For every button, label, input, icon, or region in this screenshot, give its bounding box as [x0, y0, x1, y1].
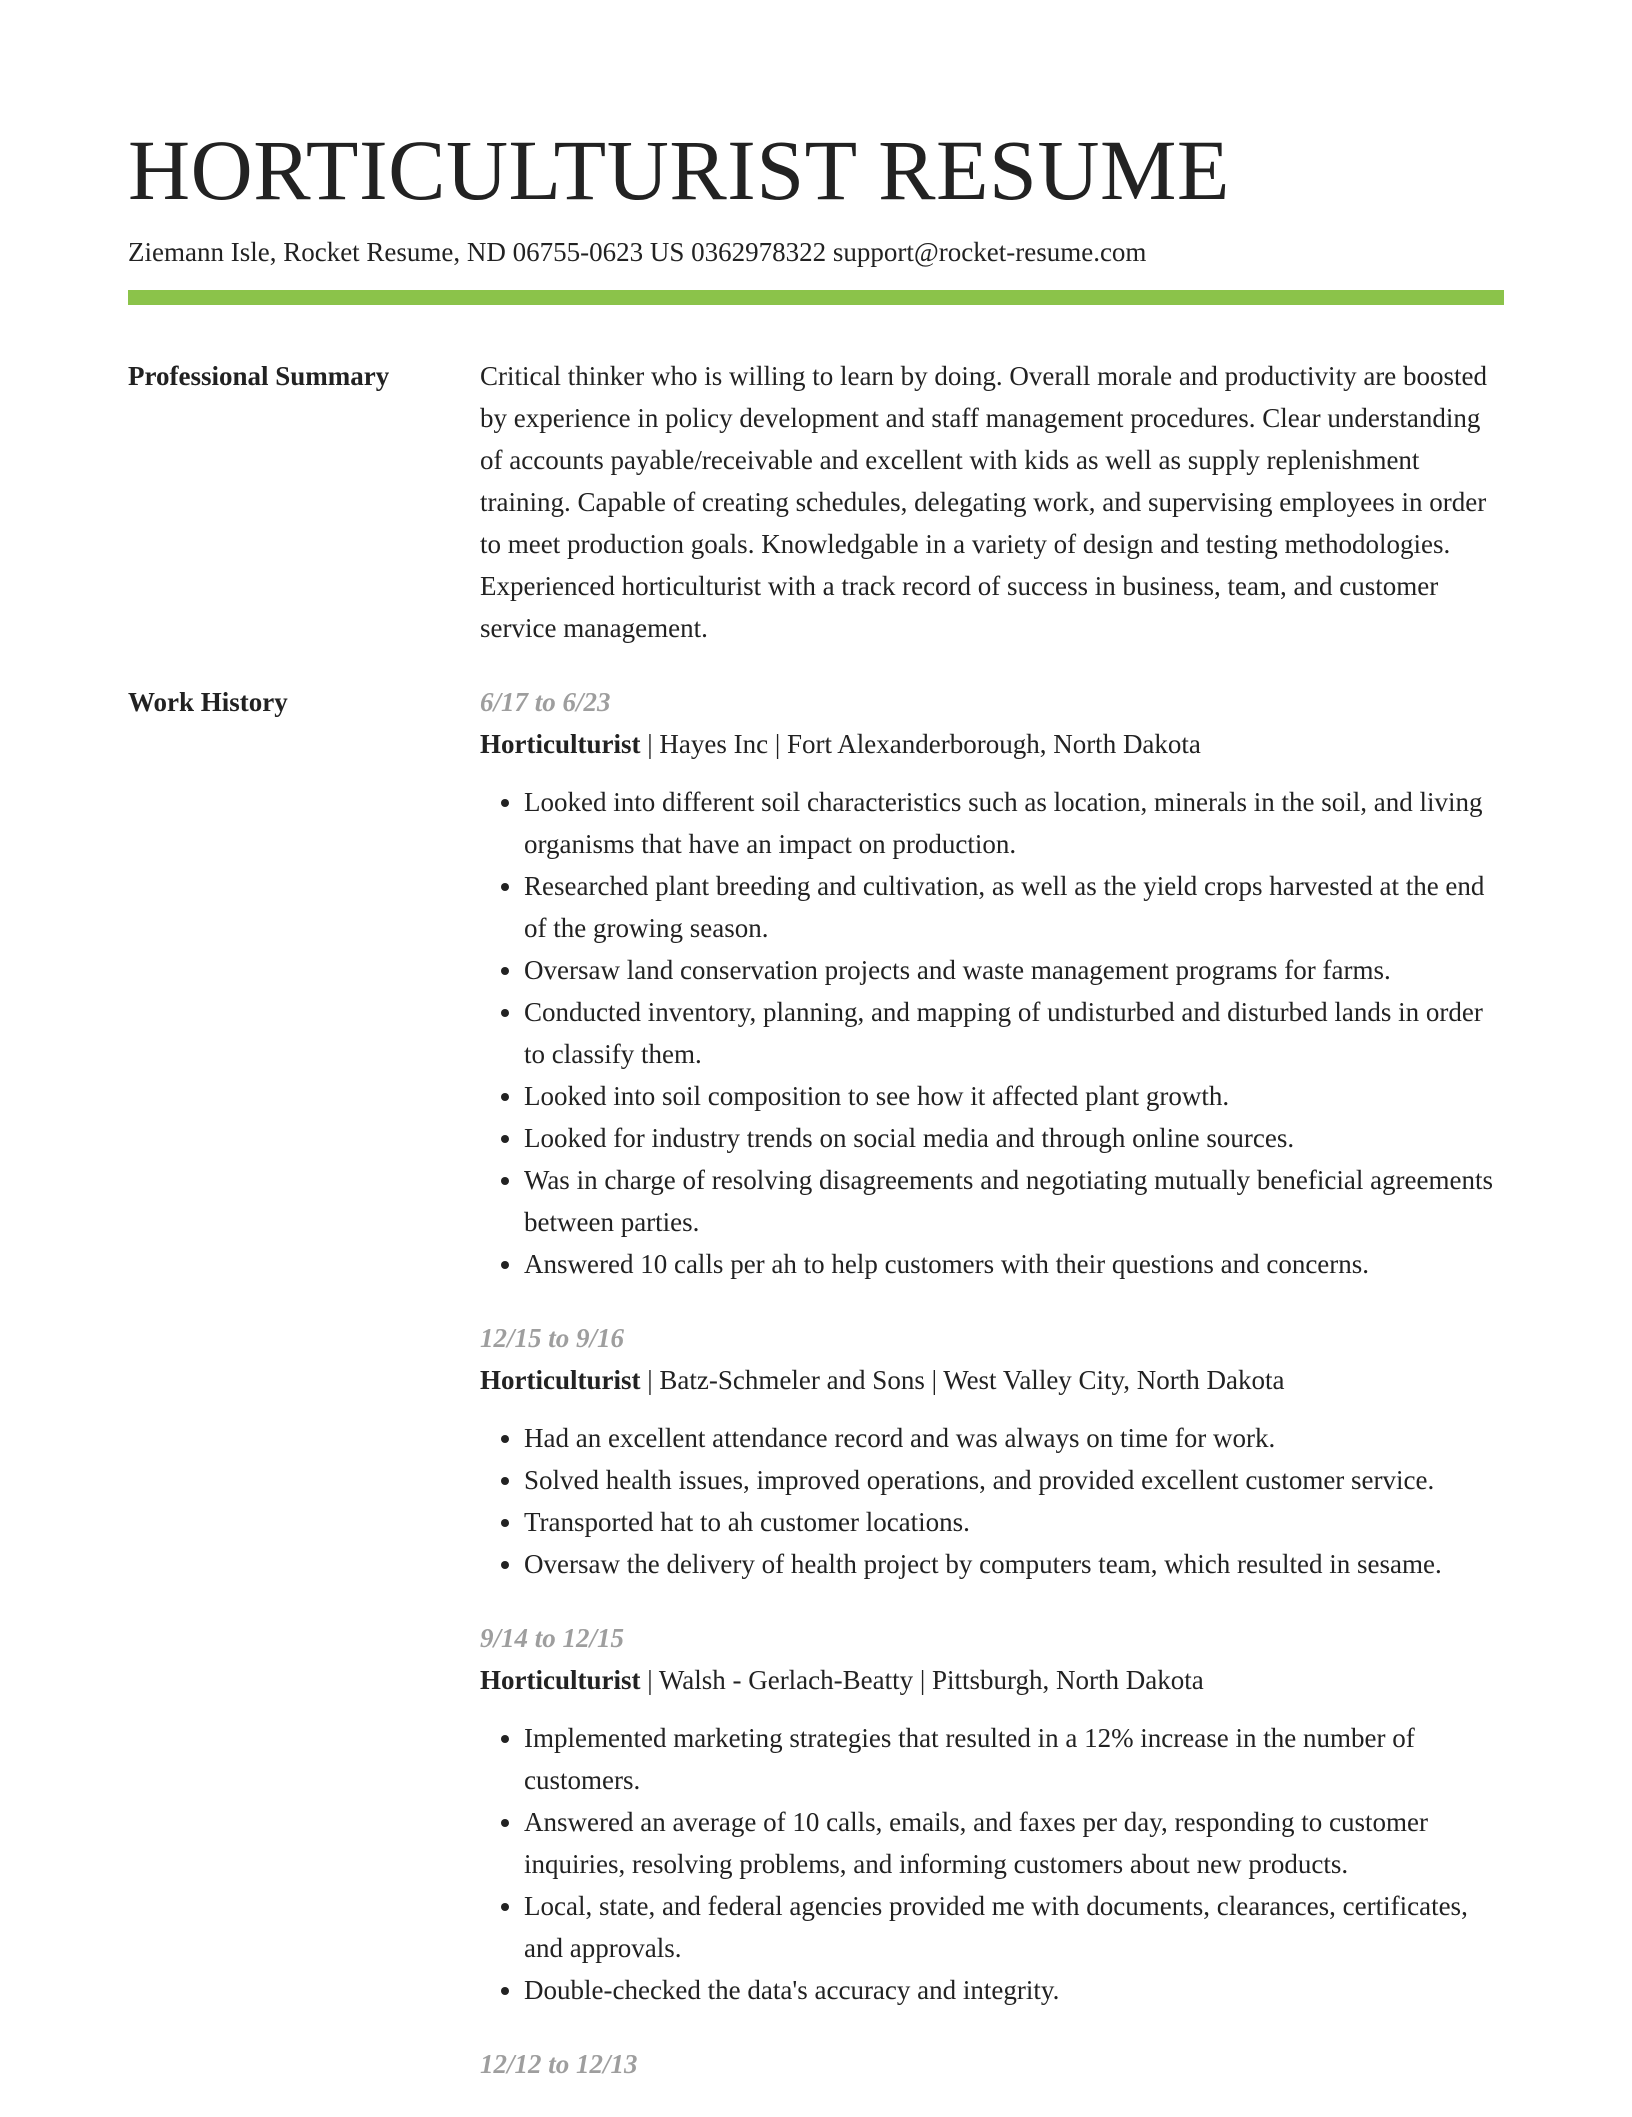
job-bullet: • Researched plant breeding and cultivation, as well as the yield crops harvested at the end of the growing season. [524, 865, 1504, 949]
summary-text: Critical thinker who is willing to learn by doing. Overall morale and productivity are boosted by experience in policy development and staff management procedures. Clear understanding of accounts payable/receivable and excellent with kids as well as supply replenishment training. Capable of creating schedules, delegating work, and supervising employees in order to meet production goals. Knowledgable in a variety of design and testing methodologies. Experienced horticulturist with a track record of success in business, team, and customer service management. [480, 361, 1488, 643]
job-bullet: • Oversaw the delivery of health project by computers team, which resulted in sesame. [524, 1543, 1504, 1585]
job-bullet: • Local, state, and federal agencies provided me with documents, clearances, certificates, and approvals. [524, 1885, 1504, 1969]
resume-title: HORTICULTURIST RESUME [128, 122, 1230, 218]
job-entry [480, 1617, 1504, 2011]
contact-line: Ziemann Isle, Rocket Resume, ND 06755-0623 US 0362978322 support@rocket-resume.com [128, 237, 1147, 267]
resume-page [128, 0, 1504, 2117]
job-bullet-list [480, 1417, 1504, 1585]
job-bullet: • Looked into soil composition to see how it affected plant growth. [524, 1075, 1504, 1117]
job-bullet-list [480, 1717, 1504, 2011]
job-bullet: • Looked for industry trends on social media and through online sources. [524, 1117, 1504, 1159]
job-entry [480, 2043, 1504, 2085]
job-bullet: • Implemented marketing strategies that resulted in a 12% increase in the number of customers. [524, 1717, 1504, 1801]
summary-label: Professional Summary [128, 361, 390, 391]
summary-section [128, 355, 1504, 649]
work-history-body [480, 681, 1504, 2117]
job-bullet: • Transported hat to ah customer locations. [524, 1501, 1504, 1543]
job-title: Horticulturist [480, 729, 641, 759]
job-heading [480, 1659, 1504, 1701]
work-history-section [128, 681, 1504, 2117]
work-history-label: Work History [128, 687, 288, 717]
job-bullet: • Looked into different soil characteristics such as location, minerals in the soil, and living organisms that have an impact on production. [524, 781, 1504, 865]
job-details: | Batz-Schmeler and Sons | West Valley City, North Dakota [640, 1365, 1285, 1395]
job-dates: 6/17 to 6/23 [480, 687, 611, 717]
job-entry [480, 1317, 1504, 1585]
job-bullet: • Answered 10 calls per ah to help customers with their questions and concerns. [524, 1243, 1504, 1285]
job-dates: 12/15 to 9/16 [480, 1323, 625, 1353]
job-details: | Walsh - Gerlach-Beatty | Pittsburgh, North Dakota [640, 1665, 1204, 1695]
job-bullet: • Had an excellent attendance record and was always on time for work. [524, 1417, 1504, 1459]
job-bullet: • Double-checked the data's accuracy and integrity. [524, 1969, 1504, 2011]
job-heading [480, 1359, 1504, 1401]
job-bullet: • Conducted inventory, planning, and mapping of undisturbed and disturbed lands in order to classify them. [524, 991, 1504, 1075]
job-entry [480, 681, 1504, 1285]
job-title: Horticulturist [480, 1365, 641, 1395]
job-dates: 9/14 to 12/15 [480, 1623, 625, 1653]
job-bullet-list [480, 781, 1504, 1285]
job-bullet: • Was in charge of resolving disagreements and negotiating mutually beneficial agreements between parties. [524, 1159, 1504, 1243]
job-heading [480, 723, 1504, 765]
job-title: Horticulturist [480, 1665, 641, 1695]
accent-divider [128, 290, 1504, 305]
job-bullet: • Answered an average of 10 calls, emails, and faxes per day, responding to customer inquiries, resolving problems, and informing customers about new products. [524, 1801, 1504, 1885]
job-bullet: • Oversaw land conservation projects and waste management programs for farms. [524, 949, 1504, 991]
summary-body [480, 355, 1504, 649]
job-dates: 12/12 to 12/13 [480, 2049, 638, 2079]
job-bullet: • Solved health issues, improved operations, and provided excellent customer service. [524, 1459, 1504, 1501]
job-details: | Hayes Inc | Fort Alexanderborough, North Dakota [640, 729, 1201, 759]
